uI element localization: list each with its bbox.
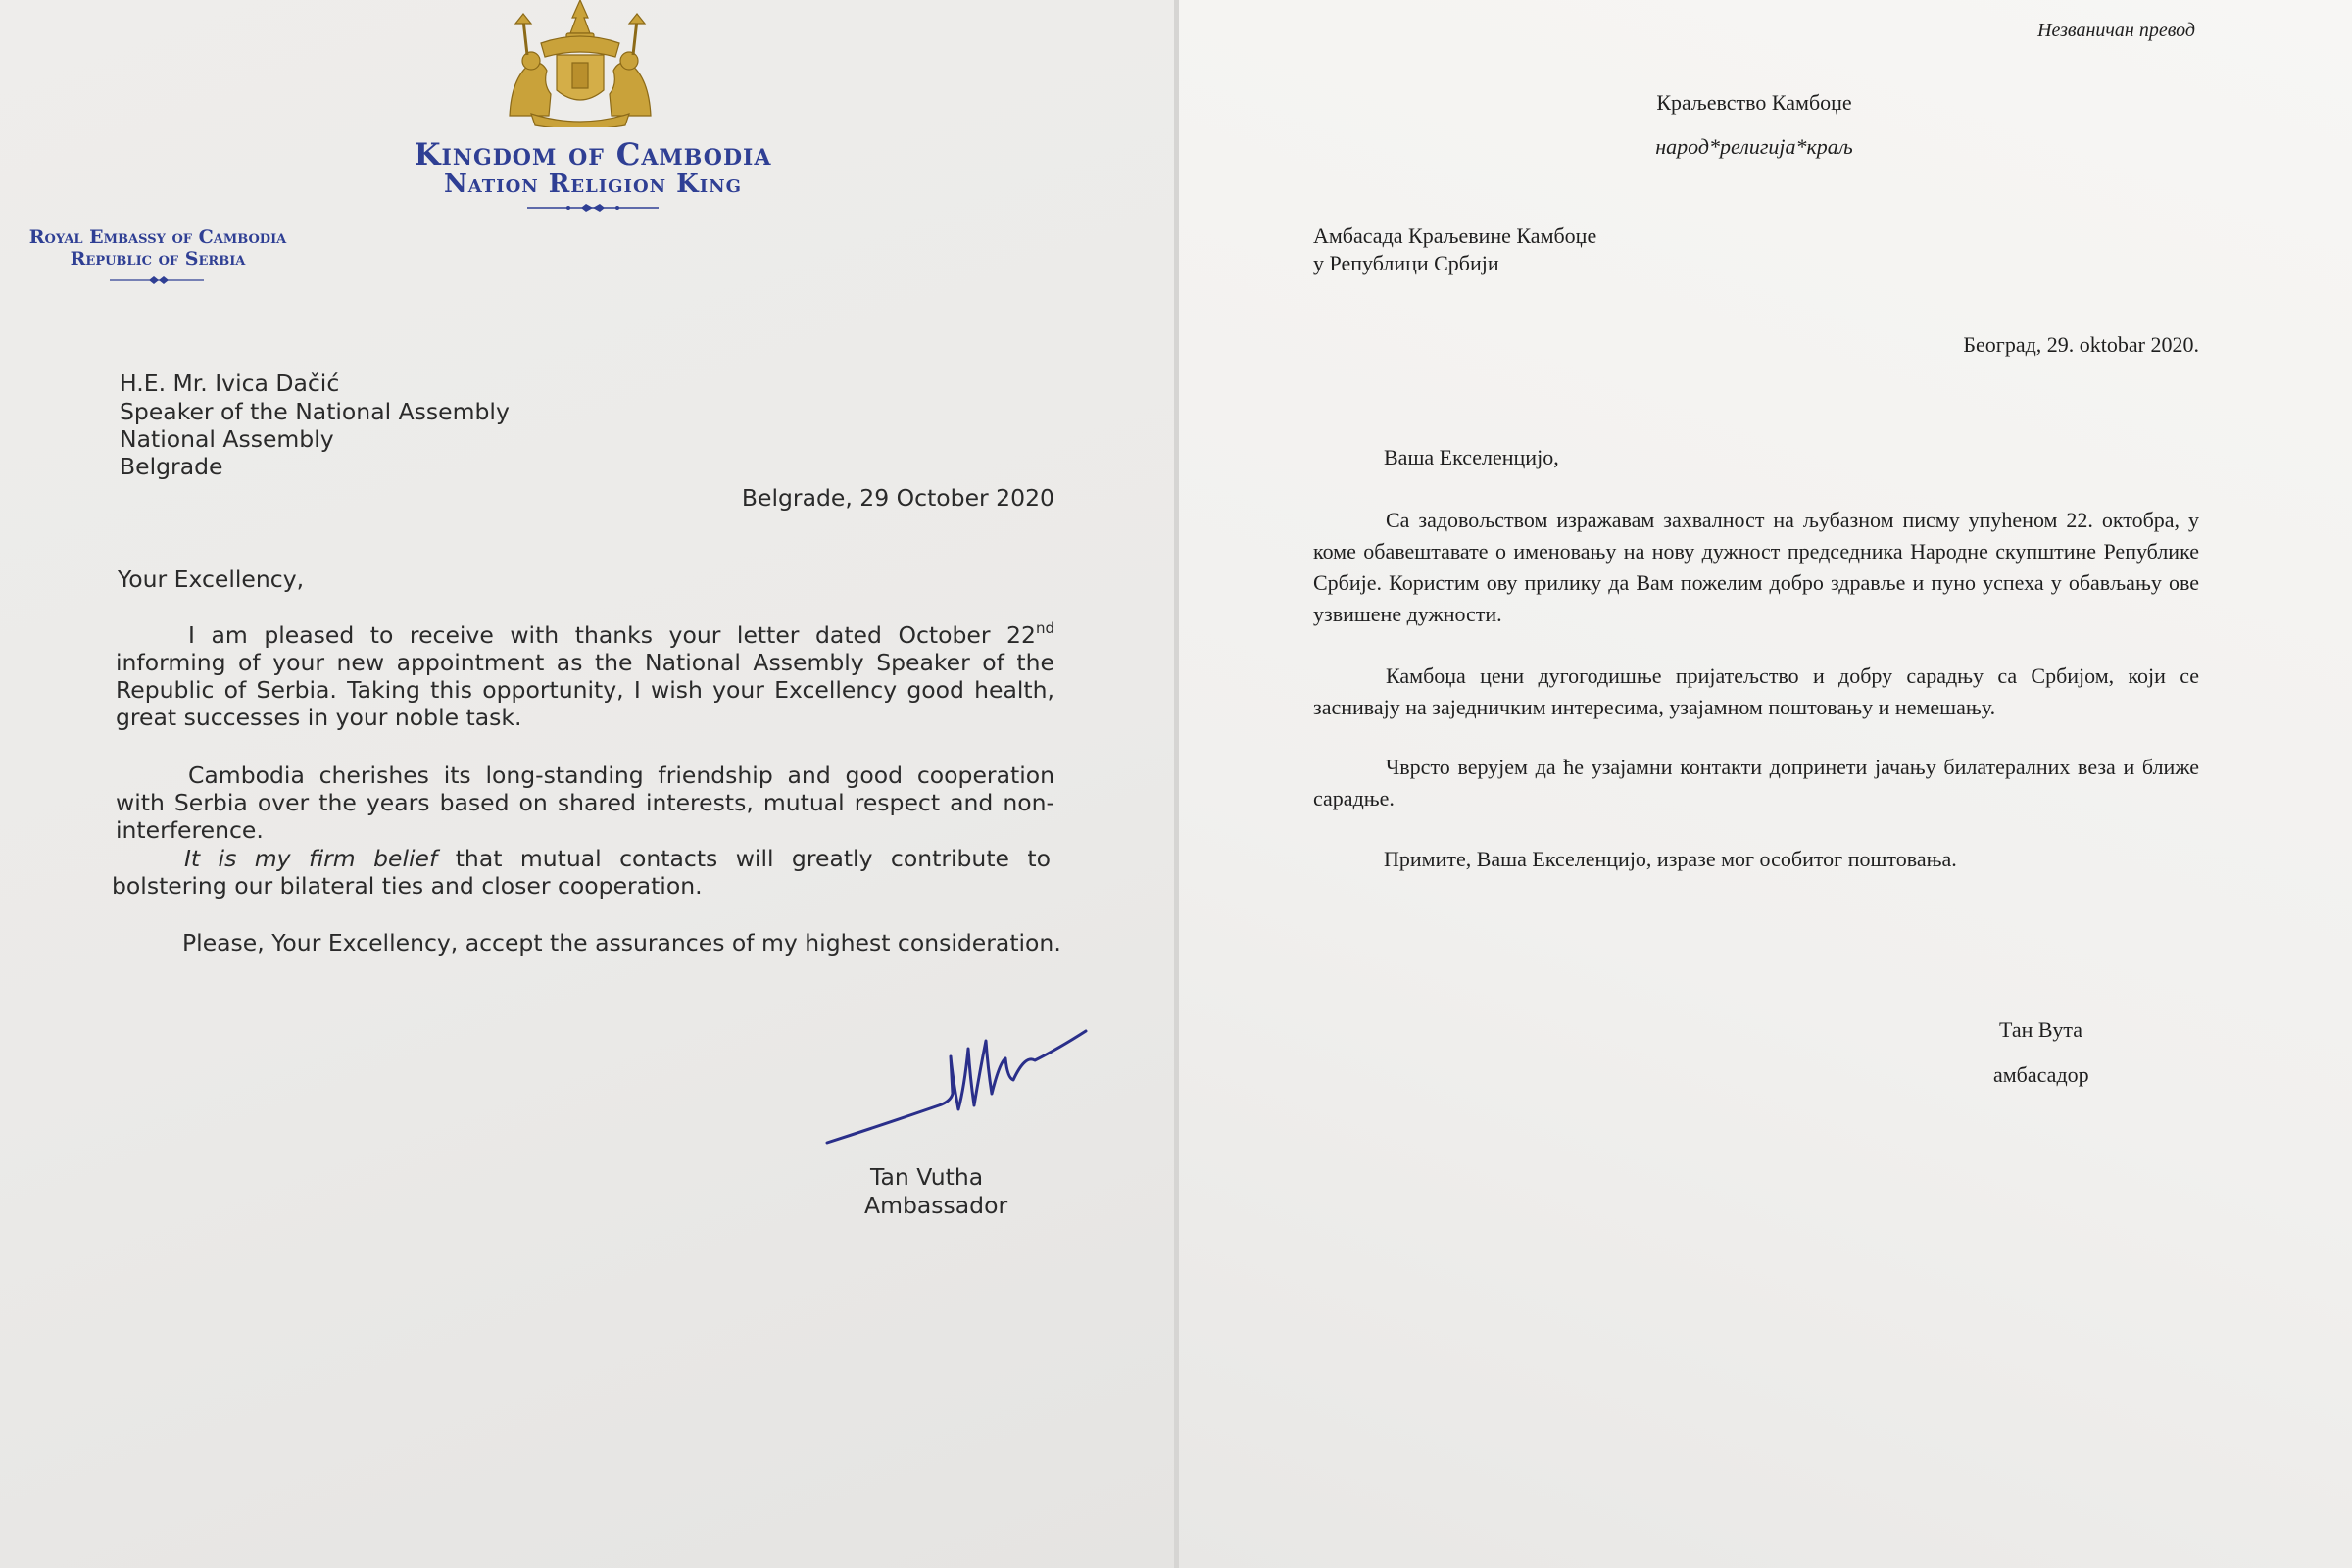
closing-line: Please, Your Excellency, accept the assurances of my highest consideration. xyxy=(182,929,1061,956)
translation-motto: народ*религија*краљ xyxy=(1655,134,1853,159)
translation-paragraph-1: Са задовољством изражавам захвалност на љубазном писму упућеном 22. октобра, у коме обавештавате о именовању на нову дужност председника Народне скупштине Републике Србије. Користим ову прилику да Вам пожелим добро здравље и пуно успеха у обављању ове узвишене дужности. xyxy=(1313,508,2199,626)
royal-arms-of-cambodia-icon xyxy=(502,0,659,127)
translation-page xyxy=(1179,0,2352,1568)
letterhead-country: Kingdom of Cambodia xyxy=(414,137,772,172)
unofficial-translation-note: Незваничан превод xyxy=(2037,20,2195,41)
translation-date: Београд, 29. oktobar 2020. xyxy=(1963,332,2199,357)
translation-embassy-name: Амбасада Краљевине Камбоџе xyxy=(1313,223,1597,248)
translation-salutation: Ваша Екселенцијо, xyxy=(1384,445,1559,469)
recipient-organization: National Assembly xyxy=(120,425,334,453)
translation-signatory-title: амбасадор xyxy=(1993,1062,2089,1087)
handwritten-signature-icon xyxy=(823,1019,1090,1152)
letter-date: Belgrade, 29 October 2020 xyxy=(741,484,1054,512)
divider-ornament-icon xyxy=(110,275,204,285)
salutation: Your Excellency, xyxy=(118,565,305,593)
translation-embassy-location: у Републици Србији xyxy=(1313,251,1499,275)
translation-paragraph-3: Чврсто верујем да ће узајамни контакти допринети јачању билатералних веза и ближе сарадње. xyxy=(1313,755,2199,810)
signatory-name: Tan Vutha xyxy=(870,1163,984,1191)
letterhead-motto: Nation Religion King xyxy=(444,170,742,199)
recipient-city: Belgrade xyxy=(120,453,223,480)
original-letter-page xyxy=(0,0,1174,1568)
recipient-title: Speaker of the National Assembly xyxy=(120,398,510,425)
paragraph-1: I am pleased to receive with thanks your letter dated October 22nd informing of your new appointment as the National Assembly Speaker of the Republic of Serbia. Taking this opportunity, I wish your Excellency good health, great successes in your noble task. xyxy=(116,619,1054,731)
signatory-title: Ambassador xyxy=(864,1192,1008,1219)
translation-paragraph-2: Камбоџа цени дугогодишње пријатељство и добру сарадњу са Србијом, који се заснивају на заједничким интересима, узајамном поштовању и немешању. xyxy=(1313,663,2199,719)
translation-country: Краљевство Камбоџе xyxy=(1656,90,1852,115)
divider-ornament-icon xyxy=(527,202,659,214)
letterhead-embassy-name: Royal Embassy of Cambodia xyxy=(28,226,287,248)
paragraph-2: Cambodia cherishes its long-standing friendship and good cooperation with Serbia over the years based on shared interests, mutual respect and non-interference. xyxy=(116,761,1054,844)
translation-closing-line: Примите, Ваша Екселенцијо, изразе мог особитог поштовања. xyxy=(1384,847,1957,871)
letterhead-embassy-location: Republic of Serbia xyxy=(70,248,246,270)
paragraph-3: It is my firm belief that mutual contacts will greatly contribute to bolstering our bilateral ties and closer cooperation. xyxy=(112,845,1052,900)
translation-signatory-name: Тан Вута xyxy=(1999,1017,2082,1042)
recipient-name: H.E. Mr. Ivica Dačić xyxy=(120,369,340,397)
